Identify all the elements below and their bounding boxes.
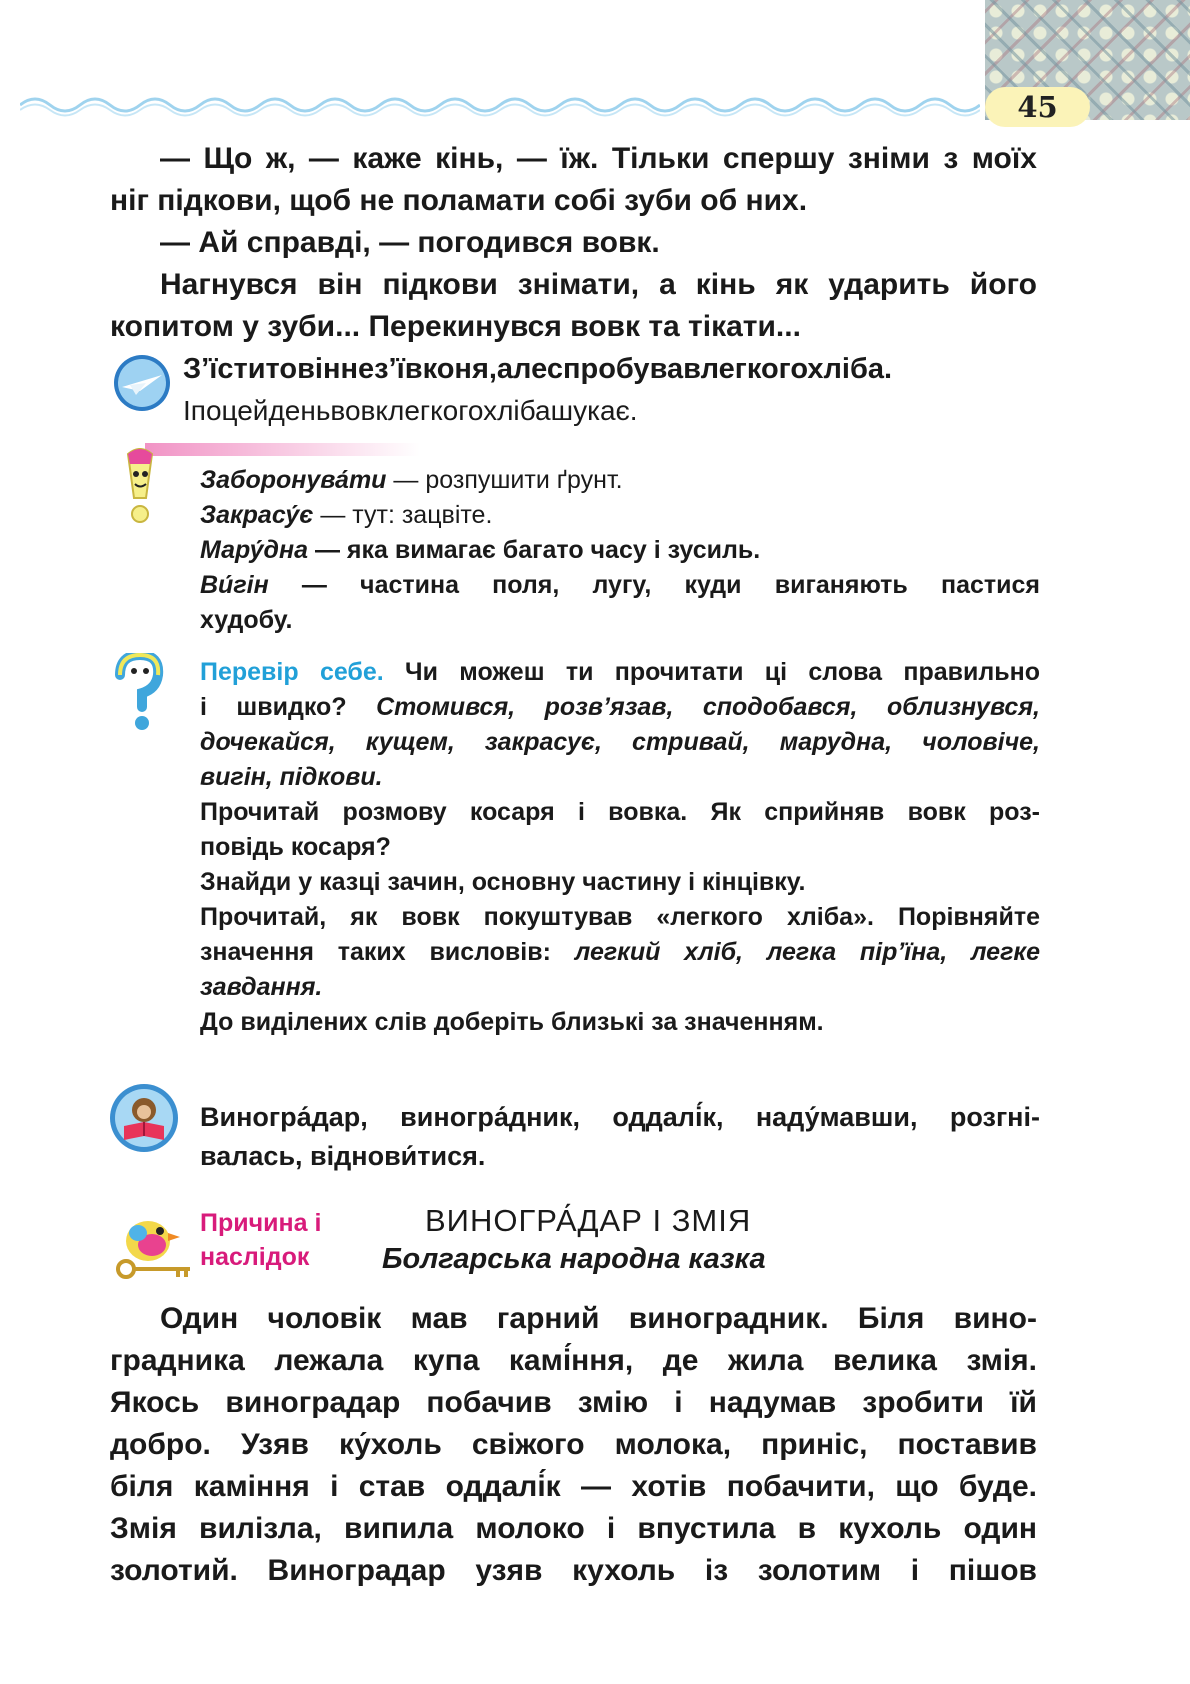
check-words-line: вигін, підкови. bbox=[200, 763, 383, 791]
glossary-entry bbox=[200, 498, 1040, 533]
task-line: До виділених слів доберіть близькі за значенням. bbox=[200, 1008, 824, 1036]
page-number: 45 bbox=[985, 87, 1090, 127]
story-line: добро. Узяв ку́холь свіжого молока, приніс, поставив bbox=[110, 1428, 1037, 1461]
hidden-text-line: Іпоцейденьвовклегкогохлібашукає. bbox=[183, 395, 638, 426]
story-line: — Що ж, — каже кінь, — їж. Тільки спершу зніми з моїх bbox=[160, 142, 1037, 175]
task-line: Знайди у казці зачин, основну частину і кінцівку. bbox=[200, 868, 806, 896]
glossary-definition: — розпушити ґрунт. bbox=[393, 466, 623, 494]
story-line: біля каміння і став оддалі́к — хотів побачити, що буде. bbox=[110, 1470, 1037, 1503]
story-line: Один чоловік мав гарний виноградник. Біля вино- bbox=[160, 1302, 1037, 1335]
check-intro-line bbox=[200, 655, 1040, 690]
story-line: Якось виноградар побачив змію і надумав зробити їй bbox=[110, 1386, 1037, 1419]
check-words-line bbox=[200, 690, 1040, 725]
check-yourself-label: Перевір себе. bbox=[200, 658, 384, 686]
check-words-plain: і швидко? bbox=[200, 693, 347, 721]
reading-words-line: Виногра́дар, виногра́дник, оддалі́к, наду́мавши, розгні- bbox=[200, 1102, 1040, 1132]
hidden-text-line: З’їститовіннез’ївконя,алеспробувавлегкогохліба. bbox=[183, 353, 893, 385]
check-intro-text: Чи можеш ти прочитати ці слова правильно bbox=[405, 658, 1040, 686]
glossary-definition: — яка вимагає багато часу і зусиль. bbox=[314, 536, 761, 564]
glossary-definition: — частина поля, лугу, куди виганяють пастися bbox=[301, 571, 1040, 599]
glossary-entry bbox=[200, 533, 1040, 568]
bird-key-icon bbox=[108, 1203, 198, 1283]
story-line: — Ай справді, — погодився вовк. bbox=[160, 226, 660, 259]
story-line: золотий. Виноградар узяв кухоль із золотим і пішов bbox=[110, 1554, 1037, 1587]
glossary-entry bbox=[200, 568, 1040, 603]
story-title: ВИНОГРА́ДАР І ЗМІЯ bbox=[425, 1203, 752, 1238]
task-line: завдання. bbox=[200, 973, 323, 1001]
airplane-icon bbox=[110, 353, 174, 413]
story-line: градника лежала купа камі́ння, де жила велика змія. bbox=[110, 1344, 1037, 1377]
glossary-term: Заборонува́ти bbox=[200, 466, 387, 494]
glossary-definition: — тут: зацвіте. bbox=[320, 501, 493, 529]
story-line: ніг підкови, щоб не поламати собі зуби об них. bbox=[110, 184, 808, 217]
check-words-italic: Стомився, розв’язав, сподобався, облизнувся, bbox=[376, 693, 1040, 721]
check-words-line: дочекайся, кущем, закрасує, стривай, марудна, чоловіче, bbox=[200, 728, 1040, 756]
exclamation-character-icon bbox=[118, 448, 162, 526]
story-line: копитом у зуби... Перекинувся вовк та тікати... bbox=[110, 310, 801, 343]
section-label: наслідок bbox=[200, 1243, 310, 1271]
glossary-term: Ви́гін bbox=[200, 571, 269, 599]
task-line bbox=[200, 935, 1040, 970]
reading-words-line: валась, віднови́тися. bbox=[200, 1141, 486, 1171]
task-line: Прочитай розмову косаря і вовка. Як сприйняв вовк роз- bbox=[200, 798, 1040, 826]
story-line: Змія вилізла, випила молоко і впустила в кухоль один bbox=[110, 1512, 1037, 1545]
glossary-term: Закрасу́є bbox=[200, 501, 314, 529]
story-subtitle: Болгарська народна казка bbox=[382, 1243, 766, 1275]
glossary-continuation: худобу. bbox=[200, 606, 293, 634]
task-text-italic: легкий хліб, легка пір’їна, легке bbox=[574, 938, 1040, 966]
wave-decoration bbox=[20, 90, 980, 120]
section-label: Причина і bbox=[200, 1209, 322, 1237]
glossary-entry bbox=[200, 463, 1040, 498]
task-text-plain: значення таких висловів: bbox=[200, 938, 551, 966]
glossary-term: Мару́дна bbox=[200, 536, 309, 564]
task-line: повідь косаря? bbox=[200, 833, 391, 861]
reading-monkey-icon bbox=[108, 1082, 180, 1154]
pink-divider bbox=[145, 443, 420, 456]
story-line: Нагнувся він підкови знімати, а кінь як ударить його bbox=[160, 268, 1037, 301]
task-line: Прочитай, як вовк покуштував «легкого хліба». Порівняйте bbox=[200, 903, 1040, 931]
question-mark-character-icon bbox=[112, 653, 164, 733]
